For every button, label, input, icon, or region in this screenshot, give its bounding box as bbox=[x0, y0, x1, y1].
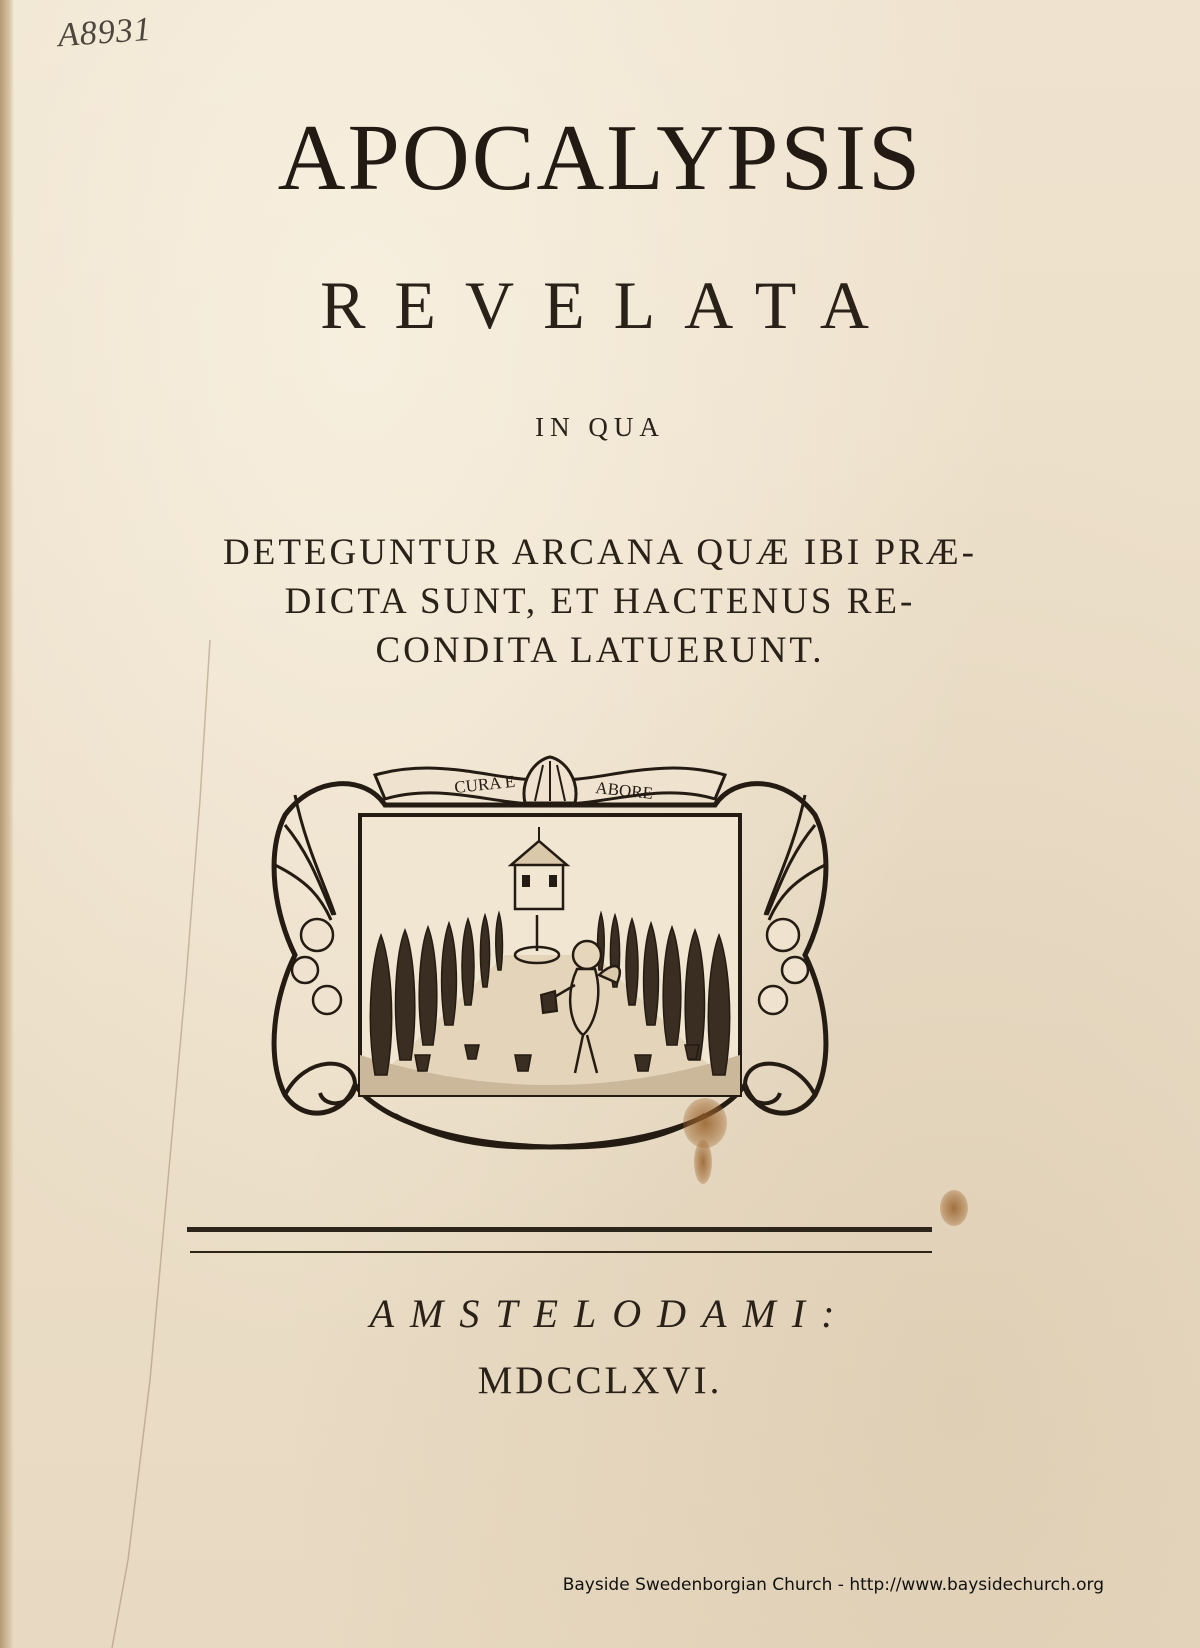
description-line: DICTA SUNT, ET HACTENUS RE- bbox=[284, 581, 916, 622]
description-line: DETEGUNTUR ARCANA QUÆ IBI PRÆ- bbox=[223, 532, 977, 573]
ink-stain bbox=[694, 1140, 712, 1184]
ink-stain bbox=[940, 1190, 968, 1226]
credit-watermark: Bayside Swedenborgian Church - http://www.baysidechurch.org bbox=[562, 1575, 1104, 1595]
description-line: CONDITA LATUERUNT. bbox=[375, 630, 825, 671]
imprint-year: MDCCLXVI. bbox=[477, 1359, 723, 1402]
vignette-banner-right: ABORE bbox=[594, 778, 654, 804]
garden-vignette-icon bbox=[265, 755, 835, 1155]
double-rule-thin bbox=[190, 1251, 932, 1253]
connector-text: IN QUA bbox=[535, 412, 665, 442]
book-subtitle: REVELATA bbox=[320, 267, 898, 343]
book-title: APOCALYPSIS bbox=[277, 106, 923, 210]
vignette-banner-left: CURA E bbox=[453, 771, 517, 797]
imprint-city: AMSTELODAMI: bbox=[369, 1291, 851, 1336]
double-rule-thick bbox=[187, 1227, 932, 1232]
title-description bbox=[150, 528, 1050, 675]
handwritten-catalog-note: A8931 bbox=[56, 10, 153, 55]
